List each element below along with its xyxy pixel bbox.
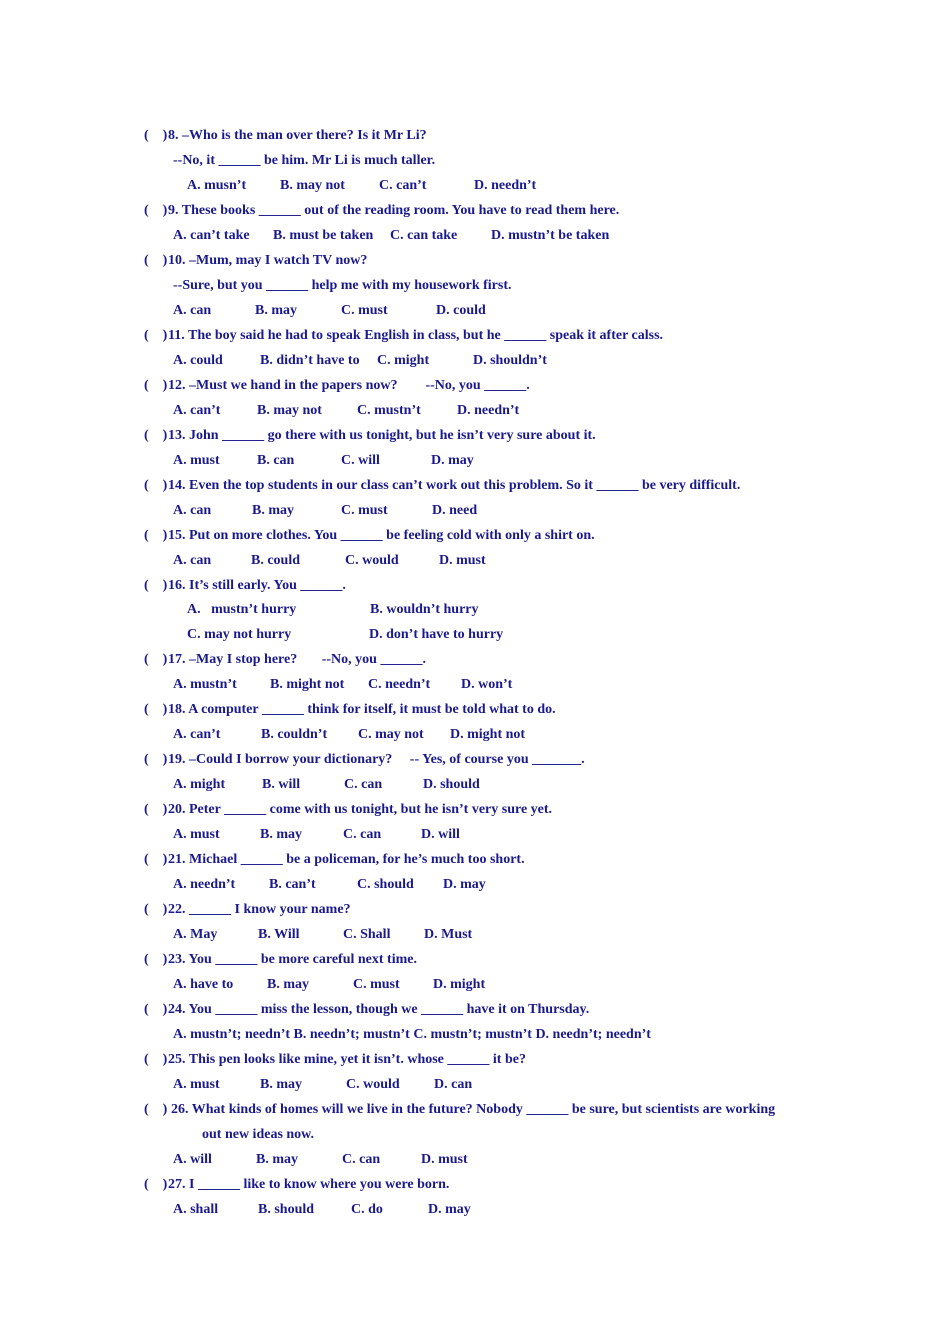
option-a: A. can’t bbox=[173, 727, 221, 742]
option-b: B. can’t bbox=[269, 877, 316, 892]
question-text-line2: out new ideas now. bbox=[202, 1127, 315, 1142]
question-text: John ______ go there with us tonight, but he isn’t very sure about it. bbox=[189, 428, 596, 443]
option-b: B. couldn’t bbox=[261, 727, 328, 742]
option-d: D. may bbox=[443, 877, 486, 892]
question-number: 23 bbox=[168, 952, 182, 967]
answer-parens: ( ) bbox=[144, 652, 168, 667]
answer-parens: ( ) bbox=[144, 1177, 168, 1192]
question-text: You ______ be more careful next time. bbox=[188, 952, 417, 967]
option-c: C. might bbox=[377, 353, 430, 368]
question-stem: 27. I ______ like to know where you were born. bbox=[168, 1177, 450, 1192]
question-stem: 24. You ______ miss the lesson, though we ______ have it on Thursday. bbox=[168, 1002, 590, 1017]
question-text: I ______ like to know where you were born. bbox=[189, 1177, 450, 1192]
answer-parens: ( ) bbox=[144, 902, 168, 917]
option-b: B. Will bbox=[258, 927, 300, 942]
answer-parens: ( ) bbox=[144, 253, 168, 268]
option-d: D. must bbox=[439, 553, 486, 568]
option-c: C. will bbox=[341, 453, 380, 468]
question-number: 9 bbox=[168, 203, 175, 218]
option-a: A. can’t bbox=[173, 403, 221, 418]
option-a: A. will bbox=[173, 1152, 212, 1167]
option-a: A. might bbox=[173, 777, 226, 792]
answer-parens: ( ) bbox=[144, 528, 168, 543]
answer-parens: ( ) bbox=[144, 952, 168, 967]
answer-parens: ( ) bbox=[144, 428, 168, 443]
option-d: D. shouldn’t bbox=[473, 353, 547, 368]
question-stem: 8. –Who is the man over there? Is it Mr Li? bbox=[168, 128, 427, 143]
option-b: B. may bbox=[255, 303, 297, 318]
question-text: –Must we hand in the papers now? --No, you ______. bbox=[189, 378, 530, 393]
option-c: C. should bbox=[357, 877, 414, 892]
question-number: 14 bbox=[168, 478, 182, 493]
option-a: A. must bbox=[173, 1077, 220, 1092]
question-text: –Mum, may I watch TV now? bbox=[189, 253, 368, 268]
option-d: D. needn’t bbox=[474, 178, 537, 193]
option-d: D. need bbox=[432, 503, 478, 518]
option-b: B. may bbox=[252, 503, 294, 518]
option-c: C. must bbox=[353, 977, 400, 992]
option-c: C. Shall bbox=[343, 927, 391, 942]
question-text: Even the top students in our class can’t work out this problem. So it ______ be very difficult. bbox=[189, 478, 741, 493]
question-stem: 16. It’s still early. You ______. bbox=[168, 578, 346, 593]
option-b: B. may not bbox=[280, 178, 345, 193]
question-text: –Who is the man over there? Is it Mr Li? bbox=[182, 128, 427, 143]
option-d: D. may bbox=[431, 453, 474, 468]
question-number: 22 bbox=[168, 902, 182, 917]
option-b: B. can bbox=[257, 453, 295, 468]
question-stem: 26. What kinds of homes will we live in the future? Nobody ______ be sure, but scientists are working bbox=[171, 1102, 776, 1117]
answer-parens: ( ) bbox=[144, 128, 168, 143]
question-number: 26 bbox=[171, 1102, 185, 1117]
question-number: 19 bbox=[168, 752, 182, 767]
answer-parens: ( ) bbox=[144, 378, 168, 393]
question-text: The boy said he had to speak English in class, but he ______ speak it after calss. bbox=[187, 328, 664, 343]
option-a: A. mustn’t bbox=[173, 677, 237, 692]
question-stem: 9. These books ______ out of the reading room. You have to read them here. bbox=[168, 203, 620, 218]
question-stem: 19. –Could I borrow your dictionary? -- Yes, of course you _______. bbox=[168, 752, 585, 767]
question-stem: 13. John ______ go there with us tonight, but he isn’t very sure about it. bbox=[168, 428, 596, 443]
option-c: C. can’t bbox=[379, 178, 427, 193]
option-d: D. Must bbox=[424, 927, 473, 942]
question-text: What kinds of homes will we live in the future? Nobody ______ be sure, but scientists are working bbox=[191, 1102, 776, 1117]
question-text: ______ I know your name? bbox=[189, 902, 351, 917]
option-d: D. don’t have to hurry bbox=[369, 627, 504, 642]
question-number: 8 bbox=[168, 128, 175, 143]
question-number: 25 bbox=[168, 1052, 182, 1067]
answer-parens: ( ) bbox=[144, 802, 168, 817]
question-number: 18 bbox=[168, 702, 182, 717]
question-text: Michael ______ be a policeman, for he’s much too short. bbox=[189, 852, 525, 867]
question-text-line2: --No, it ______ be him. Mr Li is much taller. bbox=[173, 153, 436, 168]
option-d: D. mustn’t be taken bbox=[491, 228, 610, 243]
option-a: A. mustn’t hurry bbox=[187, 602, 297, 617]
answer-parens: ( ) bbox=[144, 1102, 168, 1117]
option-b: B. might not bbox=[270, 677, 345, 692]
question-number: 21 bbox=[168, 852, 182, 867]
option-a: A. must bbox=[173, 453, 220, 468]
question-text-line2: --Sure, but you ______ help me with my housework first. bbox=[173, 278, 512, 293]
answer-parens: ( ) bbox=[144, 1052, 168, 1067]
question-text: It’s still early. You ______. bbox=[189, 578, 346, 593]
option-b: B. may bbox=[267, 977, 309, 992]
option-a: A. can’t take bbox=[173, 228, 250, 243]
option-b: B. didn’t have to bbox=[260, 353, 360, 368]
option-c: C. would bbox=[345, 553, 399, 568]
option-a: A. can bbox=[173, 303, 212, 318]
option-b: B. must be taken bbox=[273, 228, 374, 243]
question-text: Put on more clothes. You ______ be feeling cold with only a shirt on. bbox=[189, 528, 595, 543]
option-c: C. must bbox=[341, 303, 388, 318]
question-stem: 22. ______ I know your name? bbox=[168, 902, 351, 917]
question-text: Peter ______ come with us tonight, but he isn’t very sure yet. bbox=[189, 802, 553, 817]
answer-parens: ( ) bbox=[144, 478, 168, 493]
option-c: C. do bbox=[351, 1202, 383, 1217]
option-c: C. must bbox=[341, 503, 388, 518]
option-a: A. can bbox=[173, 503, 212, 518]
question-stem: 20. Peter ______ come with us tonight, but he isn’t very sure yet. bbox=[168, 802, 553, 817]
option-a: A. May bbox=[173, 927, 218, 942]
answer-parens: ( ) bbox=[144, 203, 168, 218]
question-text: A computer ______ think for itself, it must be told what to do. bbox=[188, 702, 556, 717]
question-number: 10 bbox=[168, 253, 182, 268]
question-number: 20 bbox=[168, 802, 182, 817]
option-b: B. may bbox=[260, 827, 302, 842]
option-d: D. won’t bbox=[461, 677, 513, 692]
option-c: C. may not hurry bbox=[187, 627, 292, 642]
question-stem: 23. You ______ be more careful next time. bbox=[168, 952, 417, 967]
option-b: B. may bbox=[256, 1152, 298, 1167]
question-text: This pen looks like mine, yet it isn’t. whose ______ it be? bbox=[188, 1052, 526, 1067]
option-a: A. have to bbox=[173, 977, 234, 992]
option-d: D. must bbox=[421, 1152, 468, 1167]
question-stem: 17. –May I stop here? --No, you ______. bbox=[168, 652, 426, 667]
option-a: A. can bbox=[173, 553, 212, 568]
question-stem: 25. This pen looks like mine, yet it isn’t. whose ______ it be? bbox=[168, 1052, 526, 1067]
question-number: 12 bbox=[168, 378, 182, 393]
answer-parens: ( ) bbox=[144, 1002, 168, 1017]
option-d: D. can bbox=[434, 1077, 473, 1092]
option-c: C. can bbox=[343, 827, 382, 842]
question-number: 15 bbox=[168, 528, 182, 543]
option-c: C. may not bbox=[358, 727, 424, 742]
option-a: A. needn’t bbox=[173, 877, 236, 892]
option-d: D. should bbox=[423, 777, 480, 792]
answer-parens: ( ) bbox=[144, 852, 168, 867]
option-d: D. will bbox=[421, 827, 460, 842]
question-number: 17 bbox=[168, 652, 182, 667]
question-text: These books ______ out of the reading room. You have to read them here. bbox=[181, 203, 620, 218]
option-a: A. shall bbox=[173, 1202, 219, 1217]
question-text: –Could I borrow your dictionary? -- Yes, of course you _______. bbox=[189, 752, 585, 767]
question-number: 13 bbox=[168, 428, 182, 443]
option-d: D. might not bbox=[450, 727, 526, 742]
option-c: C. can bbox=[342, 1152, 381, 1167]
option-b: B. could bbox=[251, 553, 301, 568]
option-a: A. could bbox=[173, 353, 223, 368]
question-number: 24 bbox=[168, 1002, 182, 1017]
option-b: B. will bbox=[262, 777, 301, 792]
option-d: D. could bbox=[436, 303, 486, 318]
option-c: C. can bbox=[344, 777, 383, 792]
question-stem: 14. Even the top students in our class can’t work out this problem. So it ______ be very difficult. bbox=[168, 478, 741, 493]
option-c: C. can take bbox=[390, 228, 458, 243]
option-c: C. needn’t bbox=[368, 677, 431, 692]
question-stem: 11. The boy said he had to speak English in class, but he ______ speak it after calss. bbox=[168, 328, 664, 343]
answer-parens: ( ) bbox=[144, 752, 168, 767]
option-b: B. may bbox=[260, 1077, 302, 1092]
option-d: D. needn’t bbox=[457, 403, 520, 418]
option-c: C. mustn’t bbox=[357, 403, 421, 418]
answer-parens: ( ) bbox=[144, 702, 168, 717]
question-number: 27 bbox=[168, 1177, 182, 1192]
question-stem: 21. Michael ______ be a policeman, for he’s much too short. bbox=[168, 852, 525, 867]
option-b: B. may not bbox=[257, 403, 322, 418]
question-stem: 18. A computer ______ think for itself, it must be told what to do. bbox=[168, 702, 556, 717]
question-stem: 15. Put on more clothes. You ______ be feeling cold with only a shirt on. bbox=[168, 528, 595, 543]
answer-parens: ( ) bbox=[144, 578, 168, 593]
answer-parens: ( ) bbox=[144, 328, 168, 343]
option-d: D. may bbox=[428, 1202, 471, 1217]
option-a: A. must bbox=[173, 827, 220, 842]
question-text: You ______ miss the lesson, though we ______ have it on Thursday. bbox=[188, 1002, 590, 1017]
option-b: B. should bbox=[258, 1202, 315, 1217]
option-b: B. wouldn’t hurry bbox=[370, 602, 479, 617]
question-stem: 10. –Mum, may I watch TV now? bbox=[168, 253, 368, 268]
question-number: 16 bbox=[168, 578, 182, 593]
question-text: –May I stop here? --No, you ______. bbox=[189, 652, 426, 667]
question-number: 11 bbox=[168, 328, 182, 343]
question-stem: 12. –Must we hand in the papers now? --No, you ______. bbox=[168, 378, 530, 393]
option-c: C. would bbox=[346, 1077, 400, 1092]
option-d: D. might bbox=[433, 977, 486, 992]
option-a: A. musn’t bbox=[187, 178, 247, 193]
options-line: A. mustn’t; needn’t B. needn’t; mustn’t C. mustn’t; mustn’t D. needn’t; needn’t bbox=[173, 1027, 651, 1042]
